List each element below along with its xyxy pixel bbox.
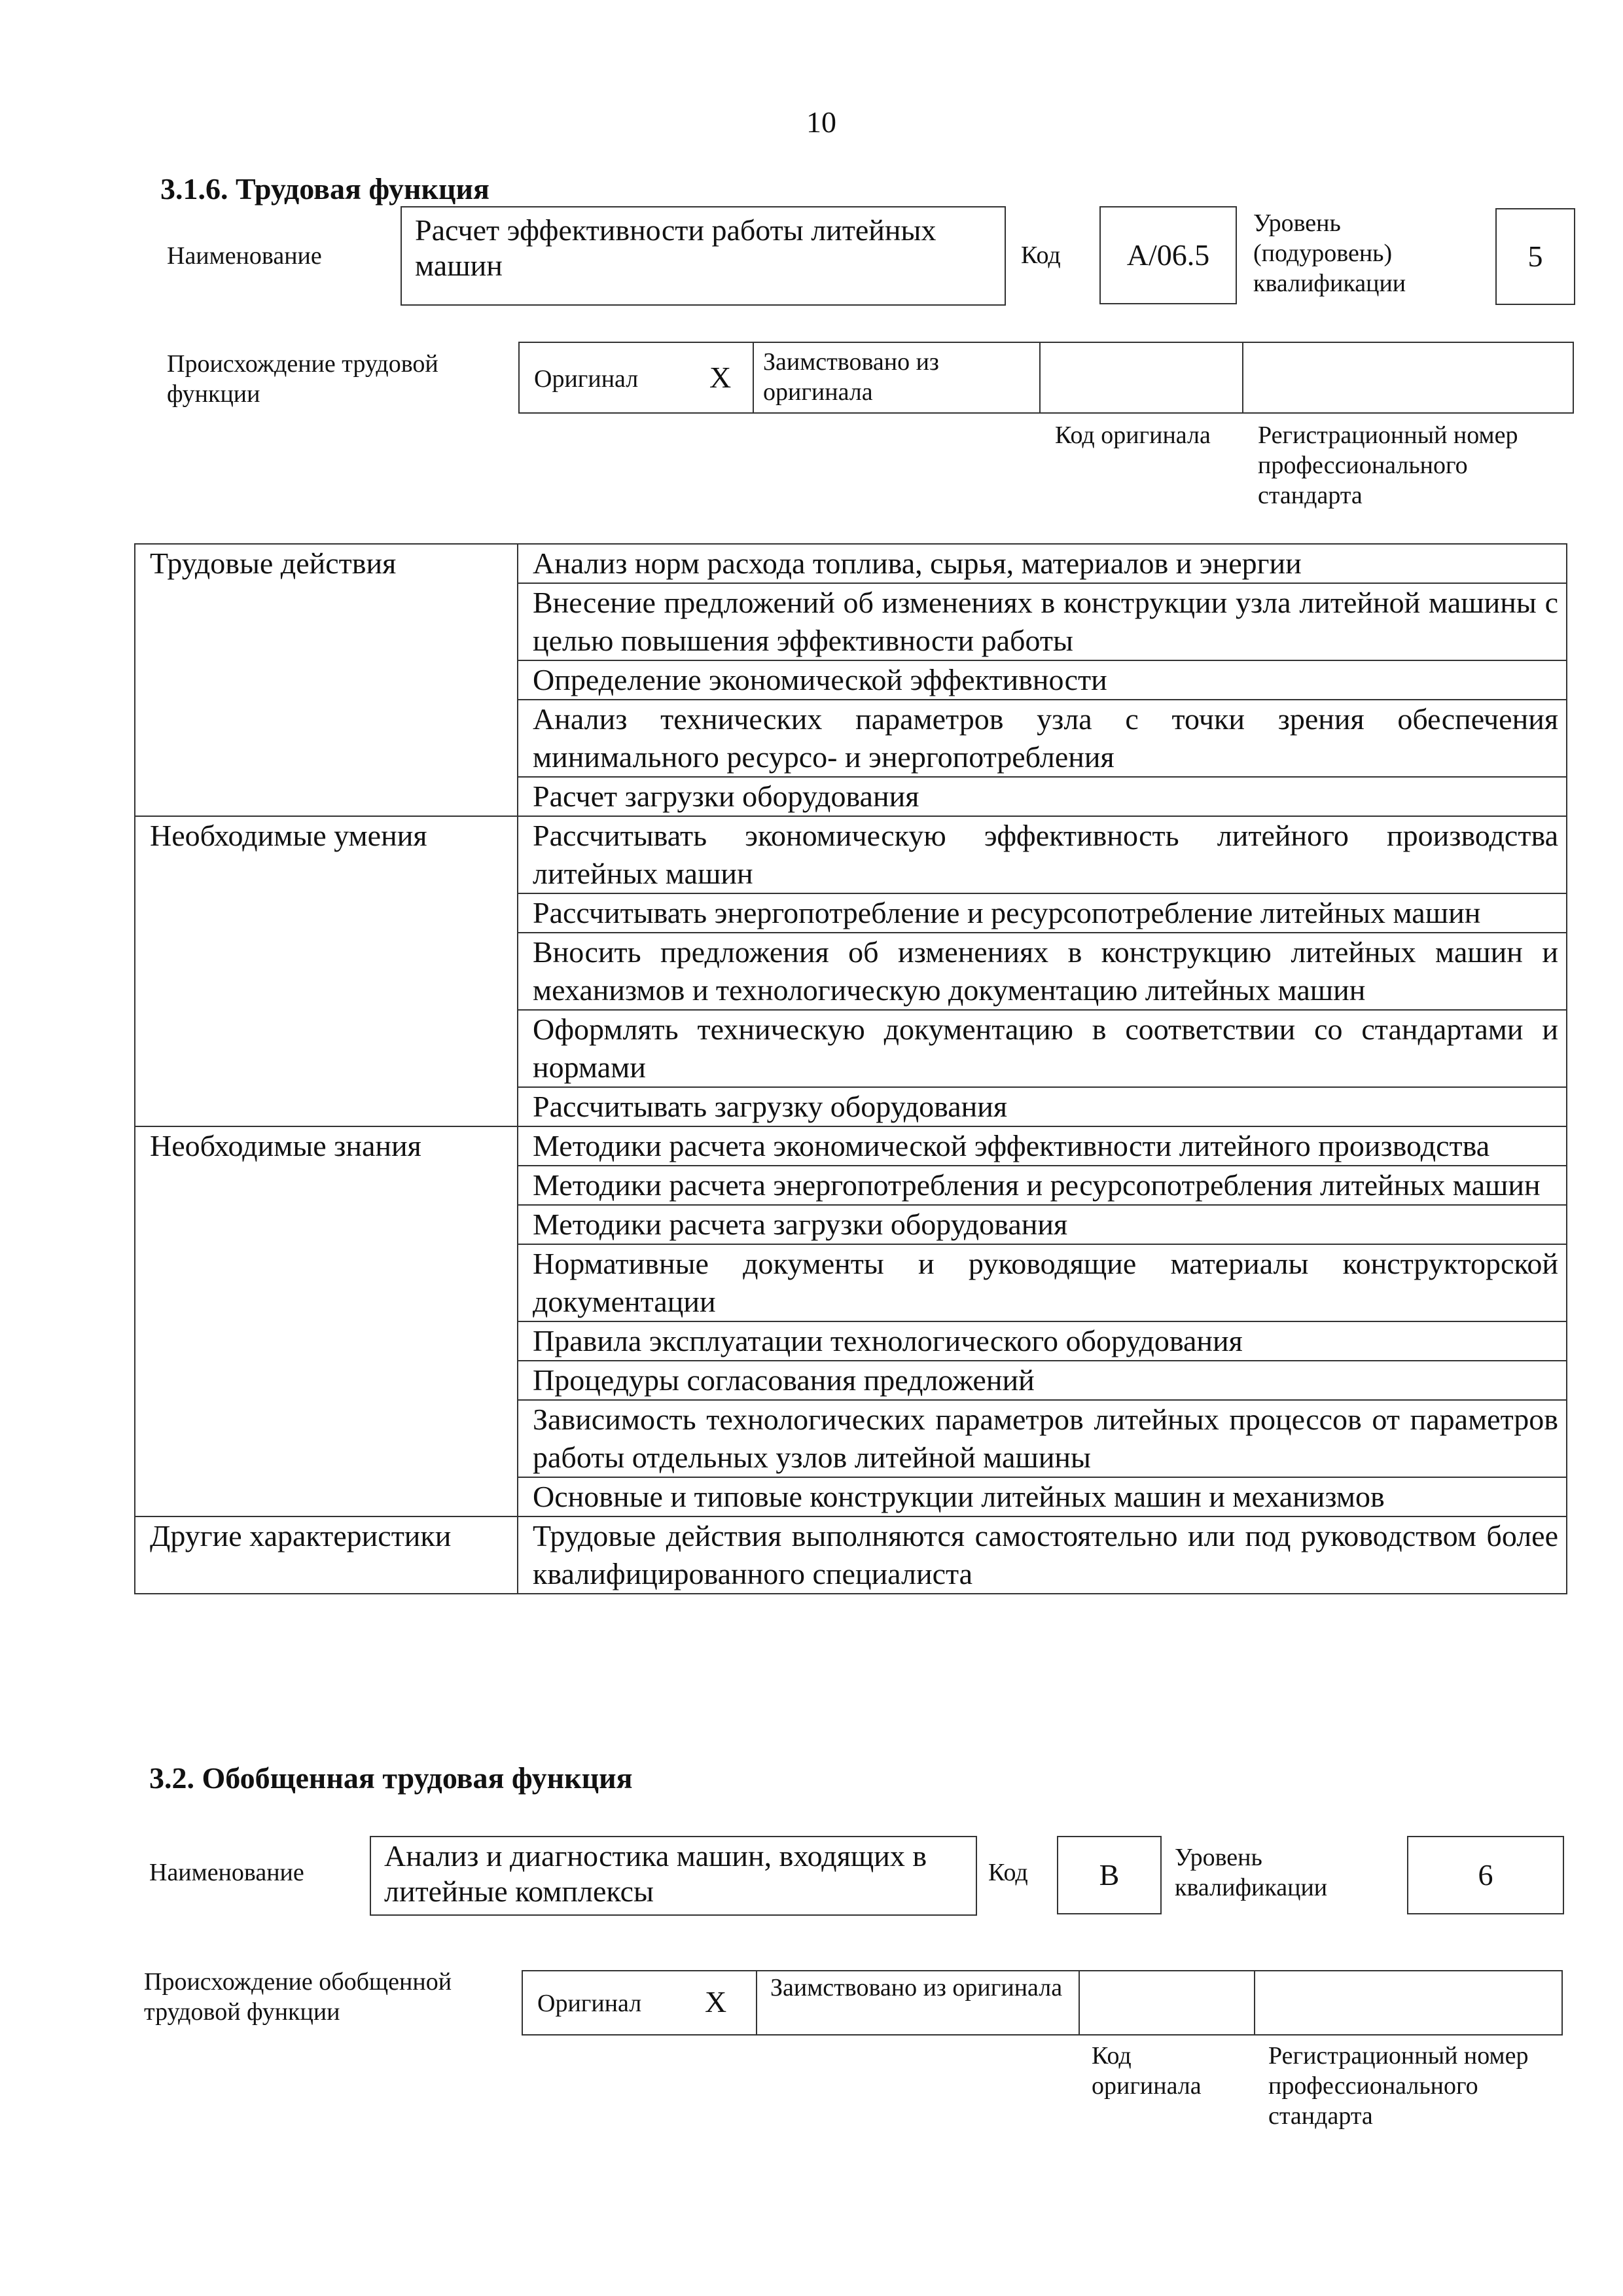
generalized-function-name-box	[370, 1836, 977, 1916]
name-label: Наименование	[167, 242, 322, 270]
item-cell: Анализ технических параметров узла с точки зрения обеспечения минимального ресурсо- и энергопотребления	[518, 700, 1567, 777]
item-cell: Зависимость технологических параметров литейных процессов от параметров работы отдельных узлов литейной машины	[518, 1400, 1567, 1477]
level-box-2	[1407, 1836, 1564, 1914]
function-details-table	[134, 543, 1567, 1594]
original-mark: X	[709, 361, 732, 394]
level-box	[1495, 208, 1575, 305]
reg-number-cell-2	[1254, 1970, 1563, 2036]
origin-label-2: Происхождение обобщенной трудовой функции	[144, 1968, 452, 2026]
original-label: Оригинал	[534, 365, 639, 393]
table-row	[135, 1516, 1567, 1594]
original-cell	[518, 342, 754, 414]
table-row	[135, 544, 1567, 583]
origin-label: Происхождение трудовой функции	[167, 350, 438, 408]
borrowed-label-2: Заимствовано из оригинала	[770, 1974, 1063, 2001]
original-label-2: Оригинал	[537, 1990, 642, 2017]
original-cell-2	[522, 1970, 757, 2036]
original-code-cell	[1039, 342, 1243, 414]
level-value-2: 6	[1478, 1858, 1493, 1892]
code-label-2: Код	[988, 1859, 1028, 1886]
page-number: 10	[806, 105, 836, 139]
reg-number-caption-2: Регистрационный номер профессионального стандарта	[1268, 2042, 1529, 2130]
item-cell: Рассчитывать энергопотребление и ресурсопотребление литейных машин	[518, 893, 1567, 933]
item-cell: Методики расчета загрузки оборудования	[518, 1205, 1567, 1244]
code-value-2: B	[1099, 1858, 1120, 1892]
borrowed-cell-2	[756, 1970, 1080, 2036]
original-mark-2: X	[705, 1985, 727, 2018]
category-cell: Необходимые знания	[135, 1126, 518, 1516]
original-code-caption-2: Код оригинала	[1092, 2042, 1202, 2100]
level-value: 5	[1527, 240, 1543, 273]
reg-number-cell	[1242, 342, 1574, 414]
level-label-2: Уровень квалификации	[1175, 1844, 1328, 1901]
item-cell: Рассчитывать экономическую эффективность литейного производства литейных машин	[518, 816, 1567, 893]
level-label: Уровень (подуровень) квалификации	[1253, 209, 1406, 297]
code-label: Код	[1021, 242, 1061, 269]
category-cell: Необходимые умения	[135, 816, 518, 1126]
item-cell: Расчет загрузки оборудования	[518, 777, 1567, 816]
function-name: Расчет эффективности работы литейных машин	[415, 213, 936, 282]
name-label-2: Наименование	[149, 1859, 304, 1886]
item-cell: Трудовые действия выполняются самостоятельно или под руководством более квалифицированного специалиста	[518, 1516, 1567, 1594]
table-row	[135, 816, 1567, 893]
generalized-function-name: Анализ и диагностика машин, входящих в литейные комплексы	[384, 1839, 927, 1908]
item-cell: Правила эксплуатации технологического оборудования	[518, 1321, 1567, 1361]
item-cell: Внесение предложений об изменениях в конструкции узла литейной машины с целью повышения эффективности работы	[518, 583, 1567, 660]
borrowed-label: Заимствовано из оригинала	[763, 348, 939, 406]
item-cell: Вносить предложения об изменениях в конструкцию литейных машин и механизмов и технологическую документацию литейных машин	[518, 933, 1567, 1010]
section-heading: 3.1.6. Трудовая функция	[160, 172, 490, 206]
item-cell: Определение экономической эффективности	[518, 660, 1567, 700]
reg-number-caption: Регистрационный номер профессионального стандарта	[1258, 422, 1518, 509]
category-cell: Трудовые действия	[135, 544, 518, 816]
item-cell: Анализ норм расхода топлива, сырья, материалов и энергии	[518, 544, 1567, 583]
code-value: A/06.5	[1126, 238, 1210, 272]
code-box-2	[1057, 1836, 1162, 1914]
item-cell: Методики расчета экономической эффективности литейного производства	[518, 1126, 1567, 1166]
item-cell: Процедуры согласования предложений	[518, 1361, 1567, 1400]
item-cell: Оформлять техническую документацию в соответствии со стандартами и нормами	[518, 1010, 1567, 1087]
code-box	[1099, 206, 1237, 304]
item-cell: Рассчитывать загрузку оборудования	[518, 1087, 1567, 1126]
table-row	[135, 1126, 1567, 1166]
category-cell: Другие характеристики	[135, 1516, 518, 1594]
original-code-cell-2	[1079, 1970, 1255, 2036]
item-cell: Основные и типовые конструкции литейных машин и механизмов	[518, 1477, 1567, 1516]
section2-heading: 3.2. Обобщенная трудовая функция	[149, 1761, 633, 1795]
borrowed-cell	[753, 342, 1041, 414]
function-name-box	[401, 206, 1006, 306]
item-cell: Методики расчета энергопотребления и ресурсопотребления литейных машин	[518, 1166, 1567, 1205]
original-code-caption: Код оригинала	[1055, 422, 1211, 449]
item-cell: Нормативные документы и руководящие материалы конструкторской документации	[518, 1244, 1567, 1321]
